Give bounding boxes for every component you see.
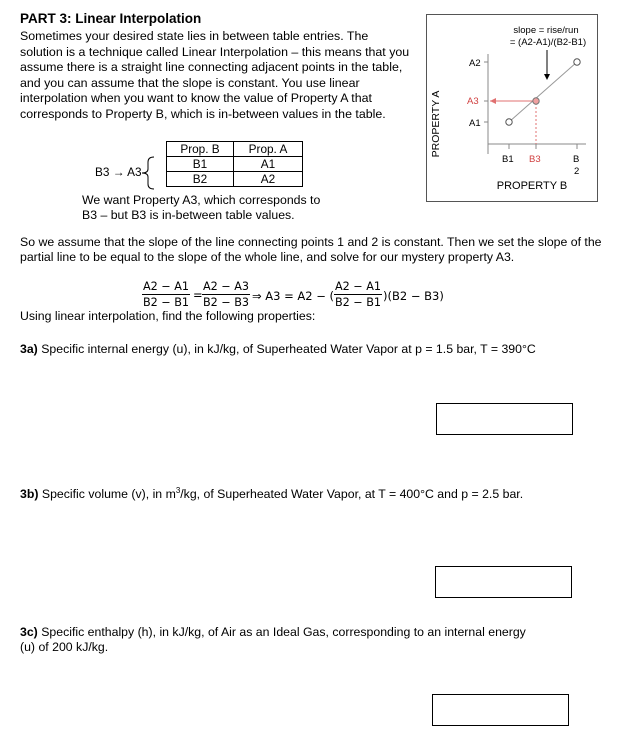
fraction-numerator: A2 − A1 xyxy=(335,280,382,293)
table-header-cell: Prop. B xyxy=(167,142,234,157)
question-3c xyxy=(20,625,526,656)
table-cell: B2 xyxy=(167,172,234,187)
slope-label: slope = rise/run xyxy=(513,25,579,36)
question-number: 3a) xyxy=(20,342,38,356)
instructions-text: Using linear interpolation, find the following properties: xyxy=(20,309,316,323)
want-text xyxy=(82,193,320,223)
point-3-marker xyxy=(533,98,539,104)
table-cell: A2 xyxy=(234,172,303,187)
slope-formula: = (A2-A1)/(B2-B1) xyxy=(509,37,587,48)
x-tick-label: 2 xyxy=(574,166,580,177)
x-tick-label: B3 xyxy=(529,154,541,165)
table-cell: A1 xyxy=(234,157,303,172)
fraction xyxy=(142,280,190,309)
superscript: 3 xyxy=(175,486,181,495)
fraction-denominator: B2 − B3 xyxy=(202,296,250,309)
property-table xyxy=(166,141,303,187)
part-title: PART 3: Linear Interpolation xyxy=(20,11,202,26)
y-tick-label: A3 xyxy=(467,96,479,107)
answer-box-3c[interactable] xyxy=(432,694,569,726)
implies-text: ⇒ A3 = A2 − ( xyxy=(252,289,335,303)
table-row xyxy=(167,157,303,172)
question-text: Specific volume (v), in m xyxy=(41,487,176,502)
fraction-denominator: B2 − B1 xyxy=(142,296,190,309)
b3-a3-label: B3 → A3 xyxy=(95,165,142,179)
question-number: 3c) xyxy=(20,625,38,639)
slope-paragraph: So we assume that the slope of the line connecting points 1 and 2 is constant. Then we set the slope of the partial line to be equal to the slope of the whole line, and solve for our mystery property A3. xyxy=(20,235,602,265)
table-header-cell: Prop. A xyxy=(234,142,303,157)
point-1-marker xyxy=(506,119,512,125)
interpolation-graph xyxy=(426,14,598,202)
point-2-marker xyxy=(574,59,580,65)
intro-text: Sometimes your desired state lies in between table entries. The solution is a technique called Linear Interpolation – this means that you assume there is a straight line connecting adjacent points in the table, and you can assume that the slope is constant. You use linear interpolation when you want to know the value of Property A that corresponds to Property B, which is in-between values in the table. xyxy=(20,29,410,121)
fraction xyxy=(334,280,382,309)
brace-icon xyxy=(138,156,162,190)
table-row xyxy=(167,172,303,187)
question-text: Specific internal energy (u), in kJ/kg, of Superheated Water Vapor at p = 1.5 bar, T = 390°C xyxy=(41,342,536,356)
table-header-row xyxy=(167,142,303,157)
y-axis-label: PROPERTY A xyxy=(430,90,442,158)
fraction-numerator: A2 − A3 xyxy=(203,280,250,293)
want-line: B3 – but B3 is in-between table values. xyxy=(82,208,295,222)
question-number: 3b) xyxy=(20,487,39,502)
equation-tail: )(B2 − B3) xyxy=(383,289,444,303)
question-text: Specific enthalpy (h), in kJ/kg, of Air as an Ideal Gas, corresponding to an internal energy xyxy=(41,625,526,639)
question-3a xyxy=(20,342,536,357)
x-tick-label: B1 xyxy=(502,154,514,165)
fraction-denominator: B2 − B1 xyxy=(334,296,382,309)
table-cell: B1 xyxy=(167,157,234,172)
answer-box-3a[interactable] xyxy=(436,403,573,435)
fraction-numerator: A2 − A1 xyxy=(143,280,190,293)
question-3b xyxy=(20,483,523,503)
want-line: We want Property A3, which corresponds to xyxy=(82,193,321,207)
x-tick-label: B xyxy=(573,154,580,165)
y-tick-label: A1 xyxy=(469,118,481,129)
question-text: (u) of 200 kJ/kg. xyxy=(20,640,109,655)
fraction xyxy=(202,280,250,309)
question-text: /kg, of Superheated Water Vapor, at T = 400°C and p = 2.5 bar. xyxy=(180,487,524,502)
equals-sign: = xyxy=(193,288,203,302)
x-axis-label: PROPERTY B xyxy=(496,180,568,192)
answer-box-3b[interactable] xyxy=(435,566,572,598)
y-tick-label: A2 xyxy=(469,58,481,69)
